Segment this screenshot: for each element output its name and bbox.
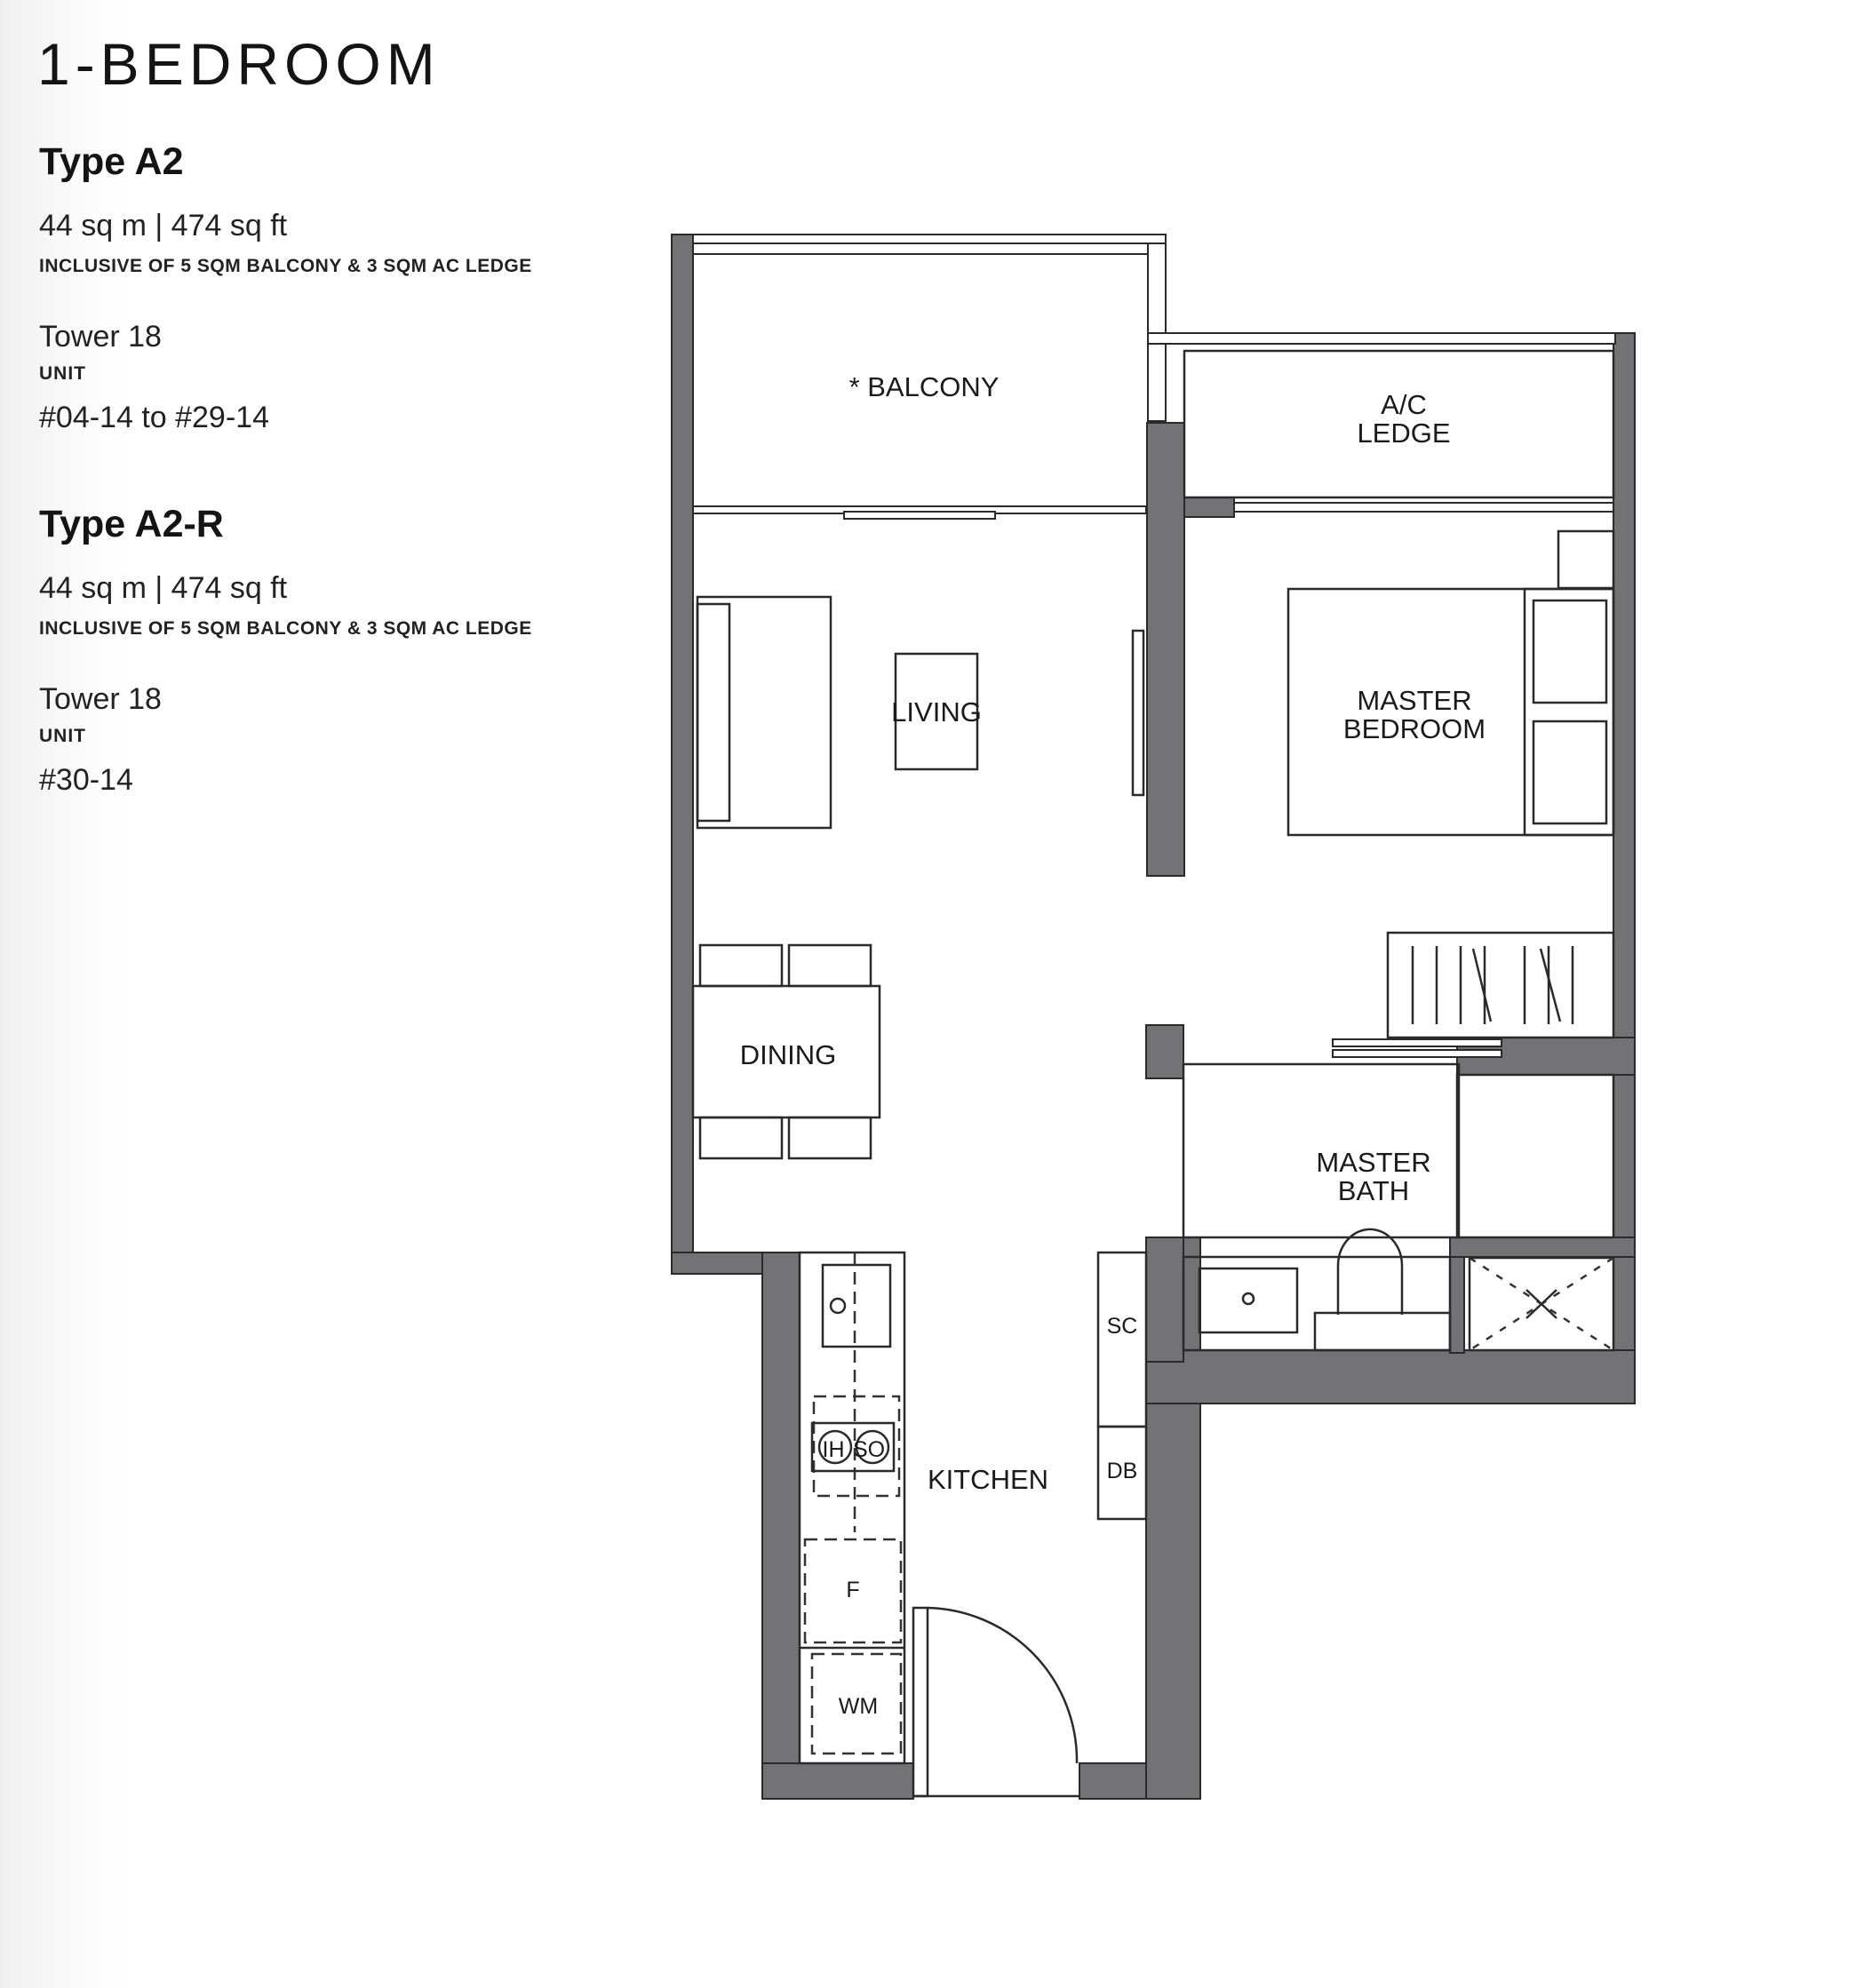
master-bath-label: MASTER (1316, 1147, 1431, 1178)
master-bath-label-2: BATH (1337, 1175, 1410, 1206)
unit-type-name: Type A2 (39, 140, 184, 183)
master-bedroom-label-2: BEDROOM (1342, 713, 1486, 744)
ac-ledge-label-2: LEDGE (1357, 417, 1451, 449)
fridge-label: F (846, 1578, 860, 1602)
kitchen-label: KITCHEN (927, 1464, 1049, 1495)
unit-area: 44 sq m | 474 sq ft (39, 209, 288, 243)
washing-machine-label: WM (838, 1694, 879, 1719)
page-title: 1-BEDROOM (37, 31, 441, 97)
unit-numbers: #04-14 to #29-14 (39, 401, 269, 434)
balcony-label: * BALCONY (848, 371, 1000, 402)
so-label: SO (852, 1437, 886, 1462)
unit-label: UNIT (39, 363, 86, 384)
unit-tower: Tower 18 (39, 682, 162, 716)
unit-inclusive-note: INCLUSIVE OF 5 SQM BALCONY & 3 SQM AC LEDGE (39, 618, 532, 639)
sc-label: SC (1106, 1314, 1138, 1339)
master-bedroom-label: MASTER (1357, 685, 1472, 716)
unit-area: 44 sq m | 474 sq ft (39, 571, 288, 605)
bath-fixtures (1183, 1064, 1613, 1350)
unit-inclusive-note: INCLUSIVE OF 5 SQM BALCONY & 3 SQM AC LEDGE (39, 256, 532, 276)
unit-tower: Tower 18 (39, 320, 162, 354)
bedroom-furniture (1288, 531, 1613, 1057)
unit-label: UNIT (39, 726, 86, 746)
ih-label: IH (822, 1437, 845, 1462)
unit-type-name: Type A2-R (39, 503, 224, 545)
unit-numbers: #30-14 (39, 763, 133, 797)
ac-ledge-label: A/C (1381, 389, 1427, 420)
living-label: LIVING (891, 696, 982, 728)
db-label: DB (1106, 1459, 1138, 1483)
dining-label: DINING (739, 1039, 837, 1070)
